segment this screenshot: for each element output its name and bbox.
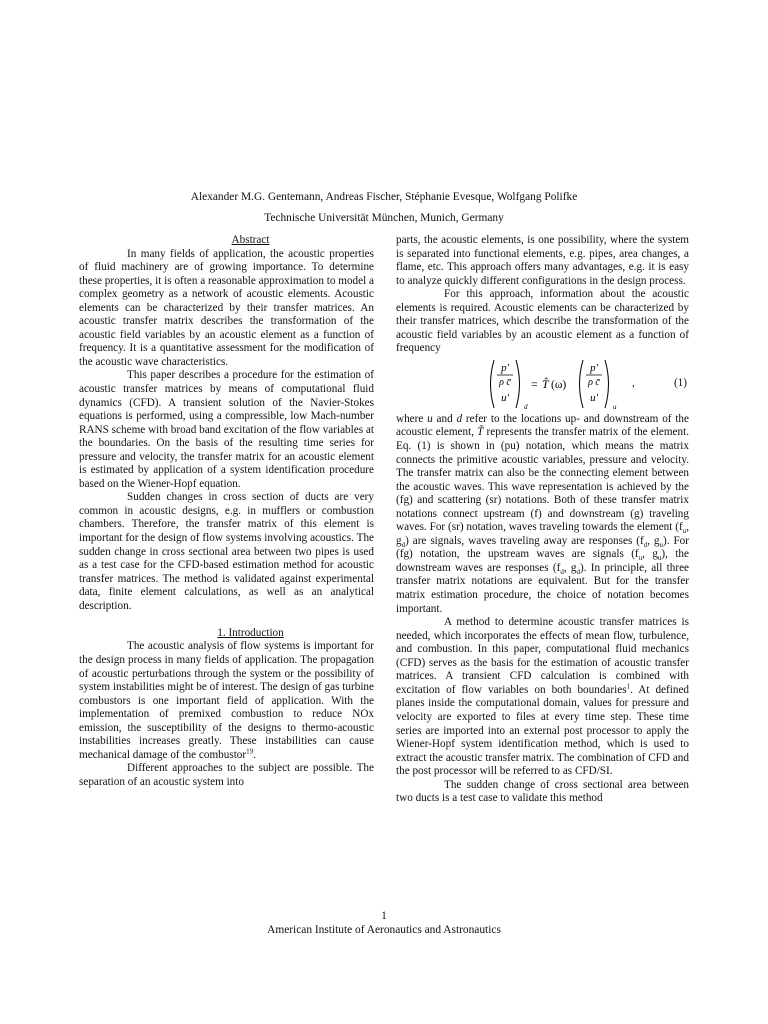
right-paragraph-2: For this approach, information about the acoustic elements is required. Acoustic elements can be characterized by their transfer matrices, which describe the transformation of the acoustic field variables by an acoustic element as a function of frequency	[396, 288, 689, 355]
eq-right-velocity: u'	[590, 391, 598, 404]
introduction-paragraph-1: The acoustic analysis of flow systems is important for the design process in many fields of application. The propagation of acoustic perturbations through the system or the possibility of system instabilities might be of interest. The design of gas turbine combustors is one important field of application. With the implementation of premixed combustion to reduce NOx emission, the susceptibility of the designs to thermo-acoustic instabilities increases greatly. These instabilities can cause mechanical damage of the combustor$^{19}$.	[79, 640, 374, 761]
eq-subscript-d: d	[524, 402, 528, 411]
abstract-paragraph-1: In many fields of application, the acoustic properties of fluid machinery are of growing importance. To determine these properties, it is often a reasonable approximation to model a complex geometry as a network of acoustic elements. Acoustic elements can be characterized by their transfer matrices. An acoustic transfer matrix describes the transformation of the acoustic field variables by an acoustic element as a function of frequency. It is a quantitative assessment for the modification of the acoustic wave characteristics.	[79, 247, 374, 368]
equation-number: (1)	[673, 376, 687, 389]
right-paragraph-1: parts, the acoustic elements, is one possibility, where the system is separated into functional elements, e.g. pipes, area changes, a flame, etc. This approach offers many advantages, e.g. it is easy to analyze quickly different configurations in the design process.	[396, 234, 689, 287]
transfer-matrix-equation	[486, 357, 636, 411]
eq-left-density-speed: ρ c̄	[499, 376, 511, 388]
right-paragraph-5: The sudden change of cross sectional area between two ducts is a test case to validate this method	[396, 778, 689, 805]
left-column	[79, 234, 374, 789]
eq-left-pressure: p'	[501, 361, 509, 374]
equation-1	[396, 357, 689, 411]
eq-transfer-matrix: T̂	[542, 376, 549, 391]
page-number: 1	[381, 910, 387, 922]
affiliation: Technische Universität München, Munich, Germany	[264, 212, 504, 224]
introduction-heading: 1. Introduction	[217, 626, 284, 639]
abstract-paragraph-3: Sudden changes in cross section of ducts are very common in acoustic designs, e.g. in mufflers or combustion chambers. Therefore, the transfer matrix of this element is important for the design of flow systems involving acoustics. The sudden change in cross sectional area between two pipes is used as a test case for the CFD-based estimation method for acoustic transfer matrices. The method is validated against experimental data, finite element calculations, as well as an analytical description.	[79, 491, 374, 612]
abstract-paragraph-2: This paper describes a procedure for the estimation of acoustic transfer matrices by means of computational fluid dynamics (CFD). A transient solution of the Navier-Stokes equations is performed, using a compressible, low Mach-number RANS scheme with broad band excitation of the flow variables at the boundaries. On the basis of the resulting time series for pressure and velocity, the transfer matrix for an acoustic element is estimated by application of a system identification procedure based on the Wiener-Hopf equation.	[79, 369, 374, 490]
equation-separator: ,	[632, 376, 635, 389]
abstract-heading: Abstract	[231, 234, 270, 246]
eq-left-velocity: u'	[501, 391, 509, 404]
eq-subscript-u: u	[613, 402, 617, 411]
introduction-paragraph-2: Different approaches to the subject are possible. The separation of an acoustic system into	[79, 762, 374, 788]
right-paragraph-4: A method to determine acoustic transfer matrices is needed, which incorporates the effects of mean flow, turbulence, and combustion. In this paper, computational fluid mechanics (CFD) serves as the basis for the estimation of acoustic transfer matrices. A transient CFD calculation is combined with excitation of flow variables on both boundaries$^1$. At defined planes inside the computational domain, values for pressure and velocity are exported to files at every time step. These time series are imported into an external post processor to apply the Wiener-Hopf system identification method, which is used to extract the acoustic transfer matrix. The combination of CFD and the post processor will be referred to as CFD/SI.	[396, 616, 689, 778]
right-paragraph-3: where u and d refer to the locations up- and downstream of the acoustic element, T̃ represents the transfer matrix of the element. Eq. (1) is shown in (pu) notation, which means the matrix connects the primitive acoustic variables, pressure and velocity. The transfer matrix can also be the connecting element between the acoustic waves. This wave representation is achieved by the (fg) and scattering (sr) notations. Both of these transfer matrix notations connect upstream (f) and downstream (g) traveling waves. For (sr) notation, waves traveling towards the element ($f_u$, $g_d$) are signals, waves traveling away are responses ($f_d$, $g_u$). For (fg) notation, the upstream waves are signals ($f_u$, $g_u$), the downstream waves are responses ($f_d$, $g_d$). In principle, all three transfer matrix notations are equivalent. But for the transfer matrix estimation procedure, the choice of notation becomes important.	[396, 412, 690, 615]
reference-marker: 1	[626, 682, 631, 691]
eq-right-pressure: p'	[590, 361, 598, 374]
eq-equals: =	[531, 376, 538, 391]
right-column	[396, 234, 689, 806]
author-list: Alexander M.G. Gentemann, Andreas Fischer, Stéphanie Evesque, Wolfgang Polifke	[190, 191, 578, 203]
eq-right-density-speed: ρ c̄	[588, 376, 600, 388]
footer-organization: American Institute of Aeronautics and Astronautics	[267, 924, 501, 936]
eq-omega: (ω)	[551, 378, 567, 391]
reference-marker: 19	[246, 747, 254, 756]
